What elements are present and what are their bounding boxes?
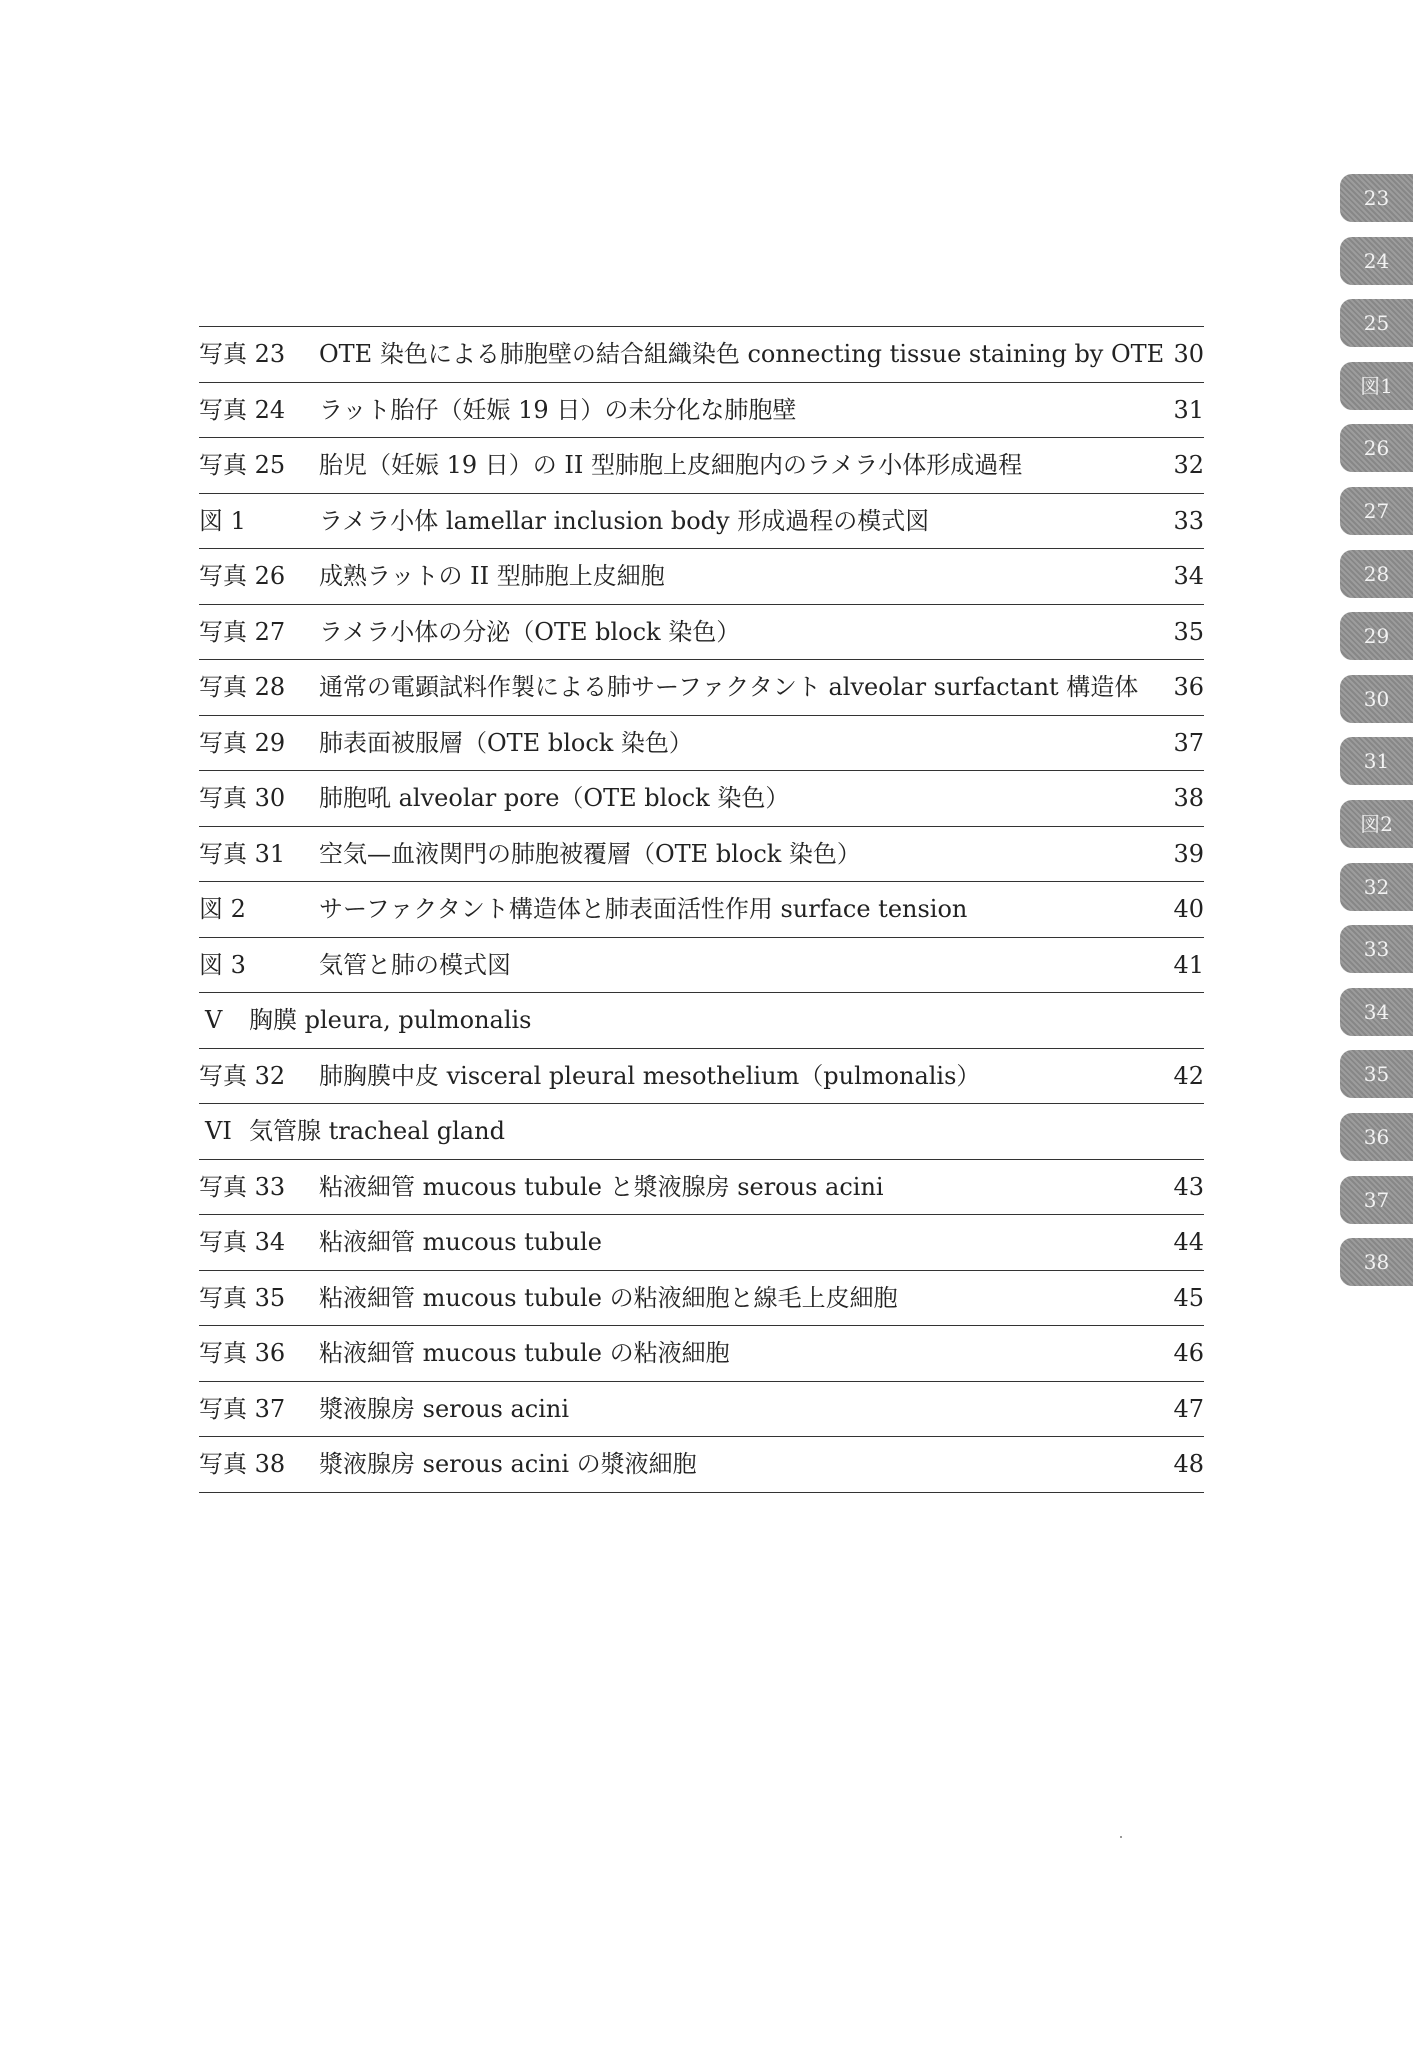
toc-page-number: 40 (1173, 895, 1204, 923)
toc-title: 肺胞吼 alveolar pore（OTE block 染色） (319, 784, 790, 812)
index-tab[interactable]: 35 (1340, 1050, 1413, 1098)
toc-title: 空気—血液関門の肺胞被覆層（OTE block 染色） (319, 839, 861, 868)
toc-title: 肺胸膜中皮 visceral pleural mesothelium（pulmonalis） (319, 1061, 981, 1090)
index-tab[interactable]: 38 (1340, 1238, 1413, 1286)
toc-label: 写真 37 (199, 1394, 286, 1423)
toc-title: ラメラ小体 lamellar inclusion body 形成過程の模式図 (319, 506, 930, 535)
toc-page-number: 32 (1173, 451, 1204, 479)
toc-row[interactable] (199, 494, 1204, 550)
toc-row[interactable] (199, 716, 1204, 772)
toc-page-number: 33 (1173, 506, 1204, 535)
speck (1120, 1836, 1122, 1838)
toc-label: 写真 30 (199, 784, 286, 812)
toc-section-heading (199, 1104, 1204, 1160)
toc-title: 通常の電顕試料作製による肺サーファクタント alveolar surfactant 構造体 (319, 673, 1139, 701)
toc-label: 図 1 (199, 506, 246, 535)
toc-page-number: 39 (1173, 839, 1204, 868)
toc-row[interactable] (199, 438, 1204, 494)
toc-page-number: 30 (1173, 340, 1204, 368)
index-tab[interactable]: 26 (1340, 424, 1413, 472)
toc-row[interactable] (199, 827, 1204, 883)
toc-label: 写真 25 (199, 451, 286, 479)
index-tab[interactable]: 29 (1340, 612, 1413, 660)
index-tab[interactable]: 33 (1340, 925, 1413, 973)
toc-label: 図 3 (199, 950, 246, 979)
section-title: 気管腺 tracheal gland (249, 1117, 505, 1145)
toc-label: 写真 23 (199, 340, 286, 368)
index-tab[interactable]: 37 (1340, 1176, 1413, 1224)
toc-title: 成熟ラットの II 型肺胞上皮細胞 (319, 562, 665, 590)
toc-title: 粘液細管 mucous tubule と漿液腺房 serous acini (319, 1172, 884, 1201)
toc-label: 図 2 (199, 895, 246, 923)
toc-page-number: 47 (1173, 1394, 1204, 1423)
toc-page-number: 46 (1173, 1339, 1204, 1367)
section-title: 胸膜 pleura, pulmonalis (249, 1006, 532, 1034)
toc-page-number: 45 (1173, 1283, 1204, 1312)
toc-title: 粘液細管 mucous tubule の粘液細胞 (319, 1339, 730, 1367)
toc-label: 写真 29 (199, 728, 286, 757)
toc-row[interactable] (199, 938, 1204, 994)
toc-label: 写真 34 (199, 1228, 286, 1256)
toc-page-number: 34 (1173, 562, 1204, 590)
toc-row[interactable] (199, 1049, 1204, 1105)
toc-page-number: 41 (1173, 950, 1204, 979)
toc-row[interactable] (199, 383, 1204, 439)
index-tab[interactable]: 図1 (1340, 362, 1413, 410)
toc-title: 肺表面被服層（OTE block 染色） (319, 728, 693, 757)
toc-page-number: 35 (1173, 617, 1204, 646)
toc-title: 漿液腺房 serous acini (319, 1394, 570, 1423)
toc-title: 気管と肺の模式図 (319, 950, 511, 979)
toc-title: 粘液細管 mucous tubule の粘液細胞と線毛上皮細胞 (319, 1283, 898, 1312)
toc-row[interactable] (199, 605, 1204, 661)
toc-row[interactable] (199, 1271, 1204, 1327)
index-tab[interactable]: 24 (1340, 237, 1413, 285)
toc-page-number: 31 (1173, 395, 1204, 424)
toc-label: 写真 35 (199, 1283, 286, 1312)
toc-title: 粘液細管 mucous tubule (319, 1228, 602, 1256)
toc-row[interactable] (199, 1326, 1204, 1382)
toc-row[interactable] (199, 771, 1204, 827)
index-tab[interactable]: 36 (1340, 1113, 1413, 1161)
toc-section-heading (199, 993, 1204, 1049)
toc-label: 写真 38 (199, 1450, 286, 1478)
index-tab[interactable]: 28 (1340, 550, 1413, 598)
toc-row[interactable] (199, 327, 1204, 383)
toc-label: 写真 24 (199, 395, 286, 424)
toc-title: OTE 染色による肺胞壁の結合組織染色 connecting tissue staining by OTE (319, 340, 1165, 368)
index-tab[interactable]: 30 (1340, 675, 1413, 723)
toc-page-number: 43 (1173, 1172, 1204, 1201)
toc-page-number: 42 (1173, 1061, 1204, 1090)
toc-page-number: 48 (1173, 1450, 1204, 1478)
section-number: VI (205, 1117, 232, 1145)
toc-row[interactable] (199, 1160, 1204, 1216)
toc-label: 写真 33 (199, 1172, 286, 1201)
toc-page-number: 37 (1173, 728, 1204, 757)
toc-label: 写真 26 (199, 562, 286, 590)
toc-row[interactable] (199, 1382, 1204, 1438)
toc-title: 胎児（妊娠 19 日）の II 型肺胞上皮細胞内のラメラ小体形成過程 (319, 451, 1023, 479)
toc-title: 漿液腺房 serous acini の漿液細胞 (319, 1450, 697, 1478)
index-tab[interactable]: 23 (1340, 174, 1413, 222)
toc-row[interactable] (199, 1437, 1204, 1493)
toc-label: 写真 27 (199, 617, 286, 646)
toc-label: 写真 32 (199, 1061, 286, 1090)
index-tab[interactable]: 31 (1340, 737, 1413, 785)
toc-page-number: 38 (1173, 784, 1204, 812)
index-tab[interactable]: 34 (1340, 988, 1413, 1036)
toc-page-number: 44 (1173, 1228, 1204, 1256)
toc-page-number: 36 (1173, 673, 1204, 701)
toc-row[interactable] (199, 1215, 1204, 1271)
table-of-contents (199, 326, 1204, 1493)
index-tab[interactable]: 図2 (1340, 800, 1413, 848)
index-tab[interactable]: 27 (1340, 487, 1413, 535)
toc-label: 写真 31 (199, 839, 286, 868)
toc-label: 写真 36 (199, 1339, 286, 1367)
section-number: V (205, 1006, 223, 1034)
toc-row[interactable] (199, 660, 1204, 716)
index-tabs (1340, 174, 1413, 1301)
toc-title: サーファクタント構造体と肺表面活性作用 surface tension (319, 895, 968, 923)
toc-title: ラット胎仔（妊娠 19 日）の未分化な肺胞壁 (319, 395, 797, 424)
toc-label: 写真 28 (199, 673, 286, 701)
toc-row[interactable] (199, 882, 1204, 938)
index-tab[interactable]: 25 (1340, 299, 1413, 347)
toc-row[interactable] (199, 549, 1204, 605)
toc-title: ラメラ小体の分泌（OTE block 染色） (319, 617, 741, 646)
index-tab[interactable]: 32 (1340, 863, 1413, 911)
